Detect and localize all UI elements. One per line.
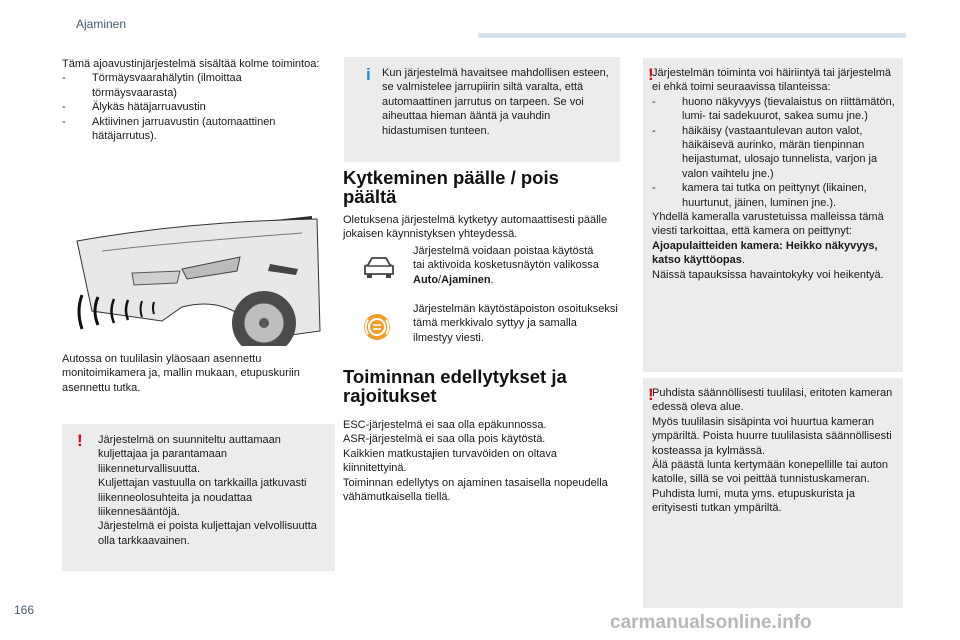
list-item: - Aktiivinen jarruavustin (automaattinen hätäjarrutus). xyxy=(62,115,324,144)
menu-path-separator: / xyxy=(438,273,442,286)
menu-path-auto: Auto xyxy=(413,273,439,286)
camera-message-period: . xyxy=(741,254,745,267)
limitations-list xyxy=(652,95,895,210)
warning-icon: ! xyxy=(77,431,83,450)
camera-message-text: Yhdellä kameralla varustetuissa malleissa tämä viesti tarkoittaa, että kamera on peittynyt: xyxy=(652,211,884,238)
warning-line: Järjestelmä on suunniteltu auttamaan kuljettajaa ja parantamaan liikenneturvallisuutta. xyxy=(98,434,281,475)
default-on-text: Oletuksena järjestelmä kytketyy automaattisesti päälle jokaisen käynnistyksen yhteydessä. xyxy=(343,214,608,241)
cleaning-line: Myös tuulilasin sisäpinta voi huurtua kameran ympäriltä. Poista huurre tuulilasista säännöllisesti kosteassa ja kylmässä. xyxy=(652,415,892,457)
condition-line: ESC-järjestelmä ei saa olla epäkunnossa. xyxy=(343,419,547,431)
touchscreen-menu-text xyxy=(413,244,608,287)
warning-icon: ! xyxy=(648,65,654,84)
warning-box-safety xyxy=(62,424,335,571)
watermark: carmanualsonline.info xyxy=(610,612,812,633)
cleaning-line: Puhdista lumi, muta yms. etupuskurista ja erityisesti tutkan ympäriltä. xyxy=(652,487,855,515)
list-item: - huono näkyvyys (tievalaistus on riittämätön, lumi- tai sadekuurot, sakea sumu jne.) xyxy=(652,95,895,124)
cleaning-text xyxy=(652,386,895,516)
warning-text xyxy=(98,433,327,548)
menu-period: . xyxy=(490,273,494,286)
warning-line: Järjestelmä ei poista kuljettajan velvollisuutta olla tarkkaavainen. xyxy=(98,520,317,547)
list-item: - häikäisy (vastaantulevan auton valot, häikäisevä aurinko, märän tienpinnan heijastumat, ulosajo tunnelista, varjon ja valon vaihtelu jne.) xyxy=(652,124,895,182)
car-menu-icon xyxy=(362,255,396,284)
info-box xyxy=(344,57,620,162)
section-title: Ajaminen xyxy=(76,17,127,31)
brake-warning-lamp-icon xyxy=(362,312,392,347)
conditions-text xyxy=(343,418,621,504)
heading-conditions: Toiminnan edellytykset ja rajoitukset xyxy=(343,366,567,406)
car-illustration xyxy=(62,211,330,346)
condition-line: ASR-järjestelmä ei saa olla pois käytöstä. xyxy=(343,433,546,446)
detection-note: Näissä tapauksissa havaintokyky voi heikentyä. xyxy=(652,268,884,281)
list-item: - Älykäs hätäjarruavustin xyxy=(62,100,324,114)
info-text: Kun järjestelmä havaitsee mahdollisen esteen, se valmistelee jarrupiirin siltä varalta, että automaattinen jarrutus on tarpeen. Se voi aiheuttaa hieman ääntä ja vauhdin hidastumisen tunteen. xyxy=(382,67,609,137)
feature-list xyxy=(62,71,324,143)
intro-block xyxy=(62,57,324,143)
cleaning-line: Puhdista säännöllisesti tuulilasi, eritoten kameran edessä oleva alue. xyxy=(652,387,893,414)
limitations-text xyxy=(652,66,895,282)
camera-message-paragraph xyxy=(652,210,895,268)
menu-text: Järjestelmä voidaan poistaa käytöstä tai aktivoida kosketusnäytön valikossa xyxy=(413,245,599,272)
condition-line: Kaikkien matkustajien turvavöiden on oltava kiinnitettyinä. xyxy=(343,447,558,475)
intro-text: Tämä ajoavustinjärjestelmä sisältää kolme toimintoa: xyxy=(62,58,320,70)
list-item: - kamera tai tutka on peittynyt (likainen, huurtunut, jäinen, luminen jne.). xyxy=(652,181,895,210)
list-item: - Törmäysvaarahälytin (ilmoittaa törmäysvaarasta) xyxy=(62,71,324,100)
heading-on-off: Kytkeminen päälle / pois päältä xyxy=(343,167,559,207)
cleaning-line: Älä päästä lunta kertymään konepellille tai auton katolle, sillä se voi peittää tunnistuskameran. xyxy=(652,459,889,486)
warning-box-limitations xyxy=(643,58,903,372)
warning-line: Kuljettajan vastuulla on tarkkailla jatkuvasti liikenneolosuhteita ja noudattaa liikennesääntöjä. xyxy=(98,477,307,519)
warning-icon: ! xyxy=(648,385,654,404)
camera-caption: Autossa on tuulilasin yläosaan asennettu monitoimikamera ja, mallin mukaan, etupuskuriin asennettu tutka. xyxy=(62,353,300,394)
deactivation-text: Järjestelmän käytöstäpoiston osoitukseksi tämä merkkivalo syttyy ja samalla ilmestyy viesti. xyxy=(413,303,618,344)
info-icon: i xyxy=(366,65,371,84)
menu-path-driving: Ajaminen xyxy=(441,273,491,286)
limitations-intro: Järjestelmän toiminta voi häiriintyä tai järjestelmä ei ehkä toimi seuraavissa tilanteissa: xyxy=(652,67,892,94)
header-bar xyxy=(478,33,906,38)
warning-box-cleaning xyxy=(643,378,903,608)
page-number: 166 xyxy=(14,603,35,617)
condition-line: Toiminnan edellytys on ajaminen tasaisella nopeudella vähämutkaisella tiellä. xyxy=(343,476,608,504)
camera-message-bold: Ajoapulaitteiden kamera: Heikko näkyvyys, katso käyttöopas xyxy=(652,239,878,267)
